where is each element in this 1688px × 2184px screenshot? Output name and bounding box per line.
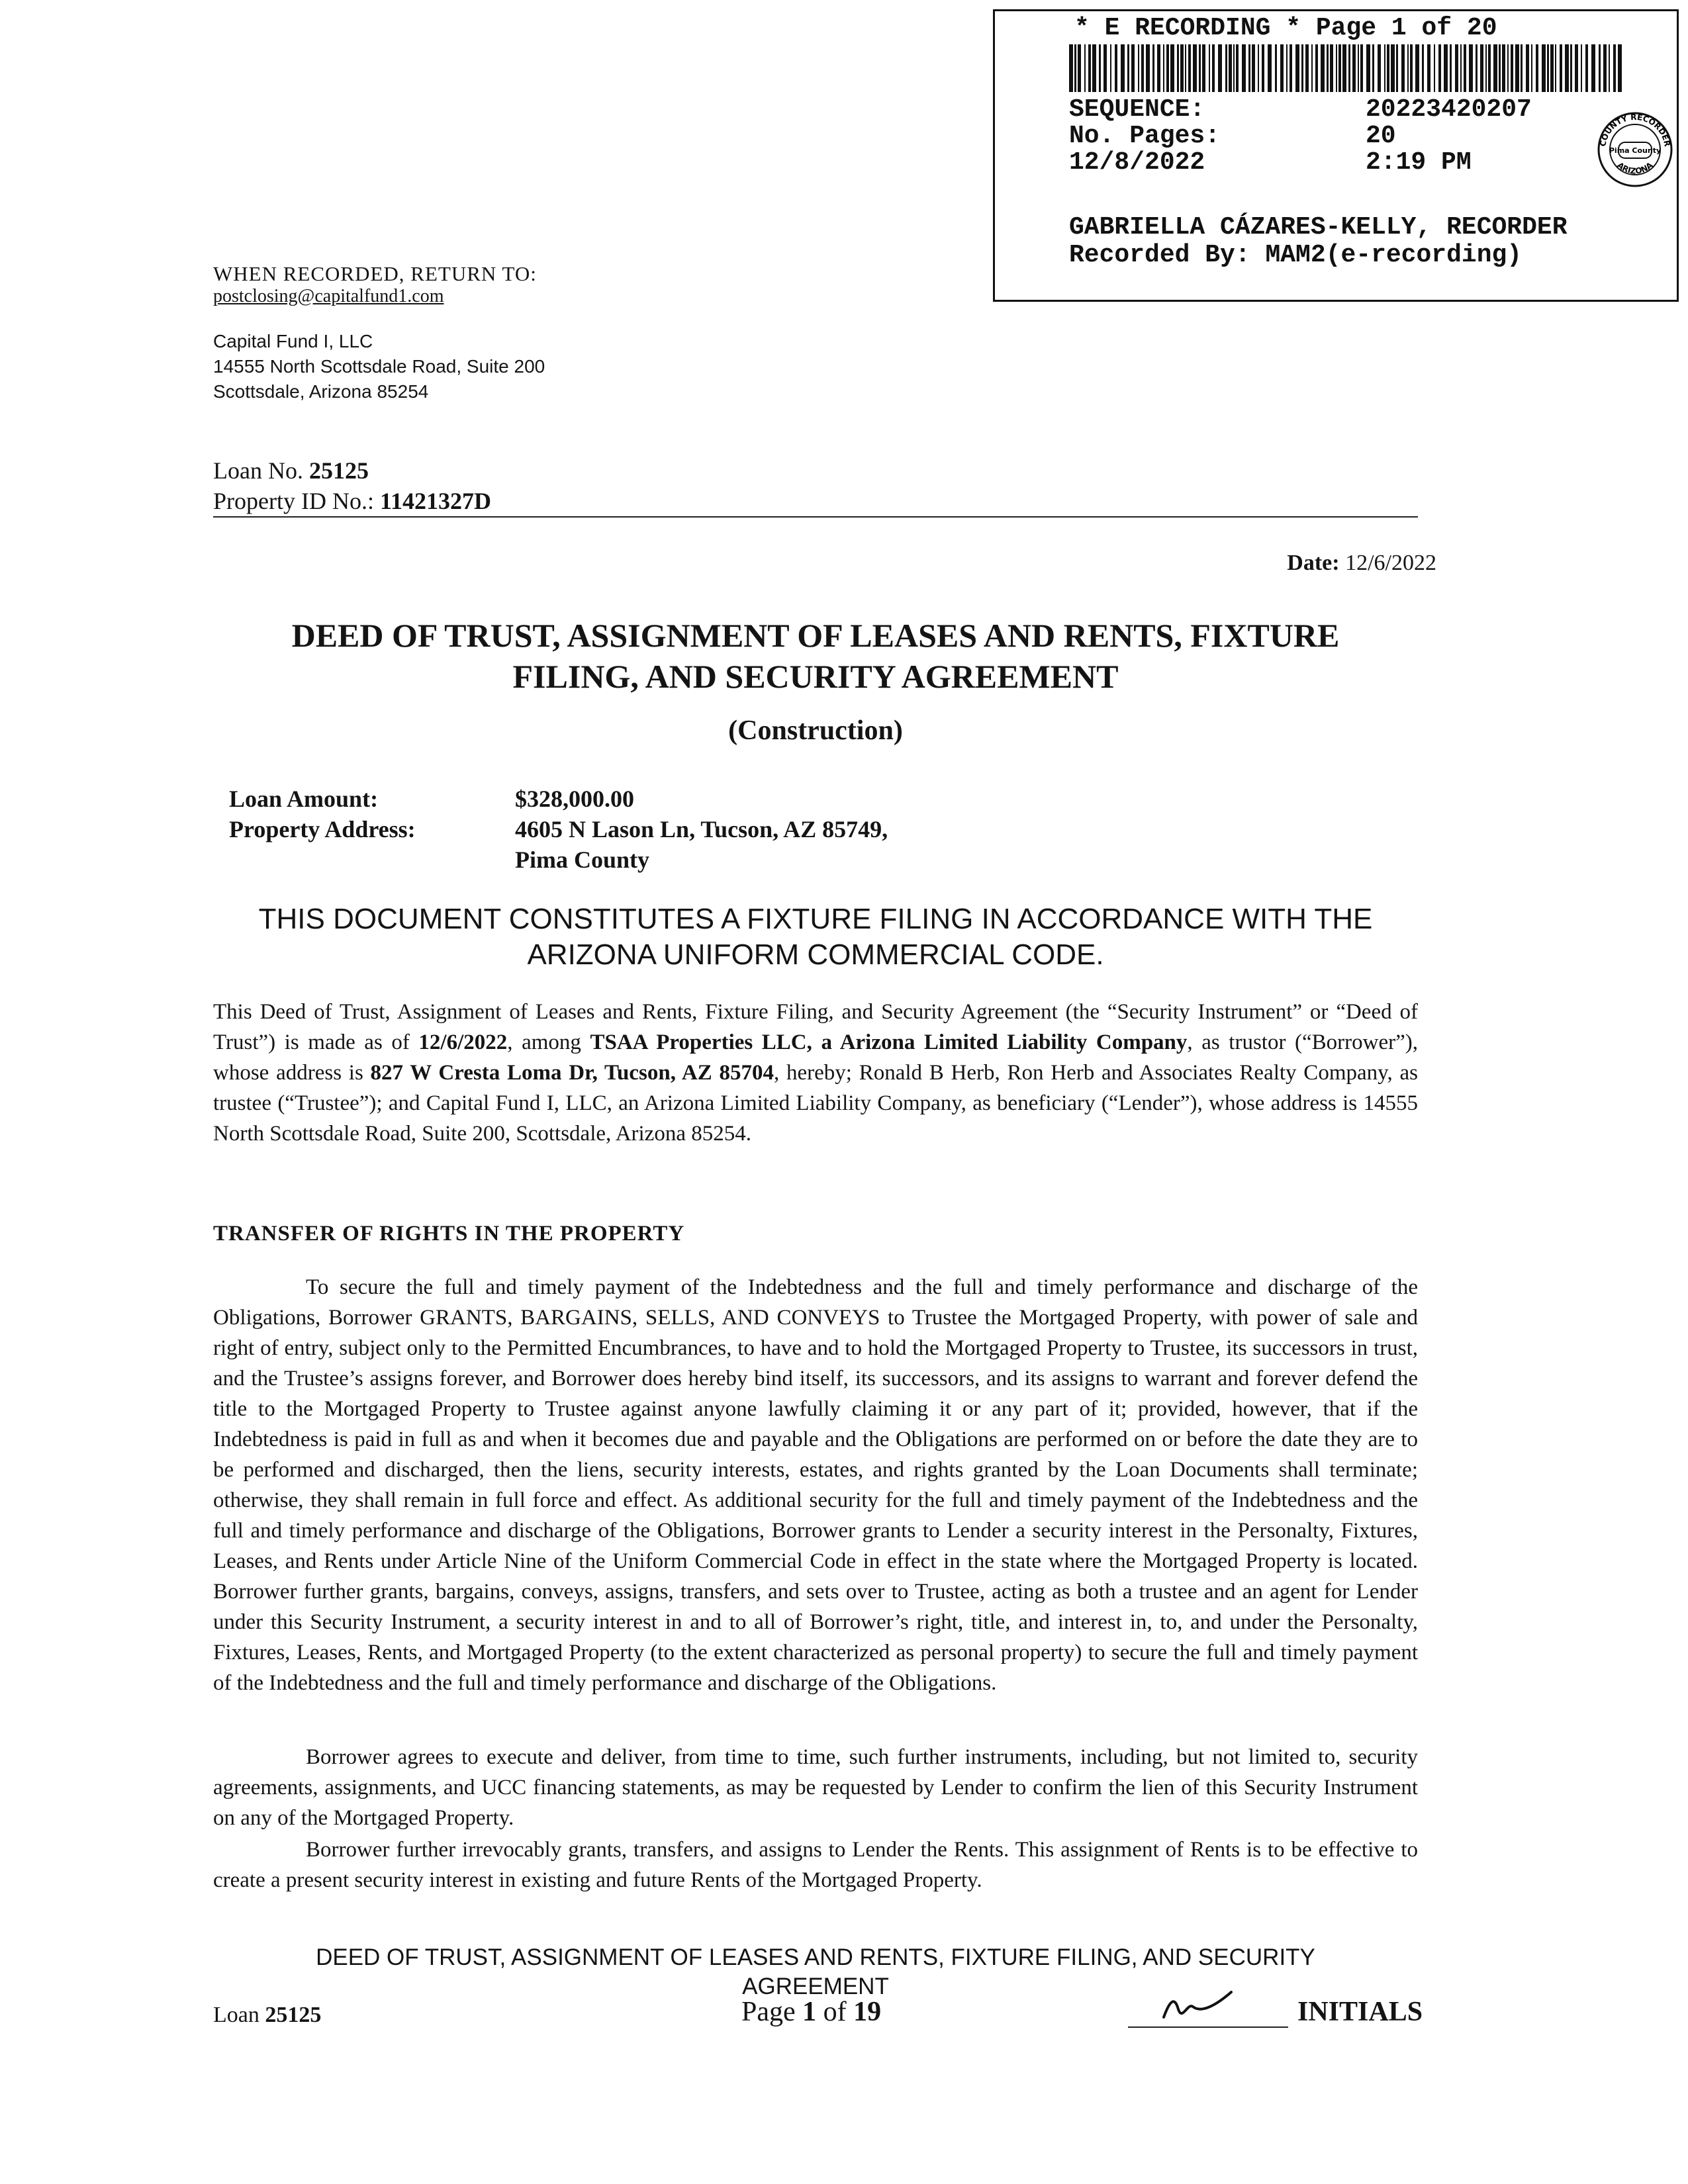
footer-loan (213, 2003, 321, 2028)
seal-text-bottom: ARIZONA (1615, 160, 1655, 176)
intro-text-1: This Deed of Trust, Assignment of Leases and Rents, Fixture Filing, and Security Agreement (the “Security Instrument” or “Deed of Trust”) is made as of (213, 1000, 1418, 1054)
barcode-bar (1480, 44, 1483, 92)
barcode-bar (1170, 44, 1174, 92)
barcode-bar (1515, 44, 1519, 92)
recording-time: 2:19 PM (1366, 148, 1472, 177)
barcode-bar (1613, 44, 1616, 92)
barcode-bar (1547, 44, 1549, 92)
barcode-bar (1391, 44, 1395, 92)
barcode-bar (1202, 44, 1205, 92)
barcode-bar (1199, 44, 1201, 92)
property-id: 11421327D (379, 488, 491, 514)
seal-text-center: Pima County (1609, 146, 1662, 155)
barcode-bar (1599, 44, 1601, 92)
pages-value: 20 (1366, 122, 1396, 150)
barcode-bar (1289, 44, 1292, 92)
barcode-bar (1088, 44, 1091, 92)
barcode-bar (1378, 44, 1381, 92)
barcode-bar (1131, 44, 1135, 92)
document-subtitle: (Construction) (728, 715, 903, 746)
intro-borrower: TSAA Properties LLC, a Arizona Limited Liability Company (590, 1030, 1188, 1054)
barcode-bar (1507, 44, 1509, 92)
loan-number: 25125 (308, 457, 369, 484)
section-heading: TRANSFER OF RIGHTS IN THE PROPERTY (213, 1222, 685, 1246)
return-address-line-1: Capital Fund I, LLC (213, 331, 373, 351)
barcode-bar (1336, 44, 1337, 92)
county-recorder-seal (1596, 111, 1674, 189)
fixture-notice-line-1: THIS DOCUMENT CONSTITUTES A FIXTURE FILING IN ACCORDANCE WITH THE (258, 903, 1373, 935)
barcode-bar (1485, 44, 1487, 92)
svg-text:ARIZONA (1615, 160, 1655, 176)
barcode-bar (1415, 44, 1419, 92)
barcode-bar (1327, 44, 1329, 92)
barcode-bar (1152, 44, 1154, 92)
document-date (1287, 551, 1436, 576)
barcode-bar (1115, 44, 1117, 92)
barcode-bar (1229, 44, 1232, 92)
barcode-bar (1099, 44, 1101, 92)
barcode-bar (1348, 44, 1350, 92)
barcode-bar (1536, 44, 1538, 92)
barcode-bar (1248, 44, 1250, 92)
barcode-bar (1252, 44, 1255, 92)
initials-line (1128, 2026, 1288, 2028)
page-indicator (741, 1996, 881, 2028)
footer-loan-label: Loan (213, 2003, 265, 2027)
date-label: Date: (1287, 551, 1340, 575)
barcode-bar (1493, 44, 1497, 92)
section-paragraph-2: Borrower agrees to execute and deliver, from time to time, such further instruments, including, but not limited to, security agreements, assignments, and UCC financing statements, as may be requested by Lender to confirm the lien of this Security Instrument on any of the Mortgaged Property. (213, 1745, 1418, 1830)
document-title-line-1: DEED OF TRUST, ASSIGNMENT OF LEASES AND RENTS, FIXTURE (291, 617, 1340, 654)
document-title-line-2: FILING, AND SECURITY AGREEMENT (512, 658, 1119, 695)
barcode-bar (1570, 44, 1572, 92)
recorded-by: Recorded By: MAM2(e-recording) (1069, 241, 1523, 269)
barcode-bar (1166, 44, 1169, 92)
barcode-bar (1092, 44, 1096, 92)
barcode-bar (1127, 44, 1129, 92)
barcode-bar (1526, 44, 1529, 92)
return-to-heading: WHEN RECORDED, RETURN TO: (213, 262, 537, 285)
barcode-bar (1575, 44, 1578, 92)
barcode-bar (1286, 44, 1288, 92)
intro-paragraph (213, 997, 1418, 1149)
section-paragraph-1: To secure the full and timely payment of the Indebtedness and the full and timely performance and discharge of the Obligations, Borrower GRANTS, BARGAINS, SELLS, AND CONVEYS to Trustee the Mortgaged Property, with power of sale and right of entry, subject only to the Permitted Encumbrances, to have and to hold the Mortgaged Property to Trustee, its successors in trust, and the Trustee’s assigns forever, and Borrower does hereby bind itself, its successors, and its assigns to warrant and forever defend the title to the Mortgaged Property to Trustee against anyone lawfully claiming it or any part of it; provided, however, that if the Indebtedness is paid in full as and when it becomes due and payable and the Obligations are performed on or before the date they are to be performed and discharged, then the liens, security interests, estates, and rights granted by the Loan Documents shall terminate; otherwise, they shall remain in full force and effect. As additional security for the full and timely payment of the Indebtedness and the full and timely performance and discharge of the Obligations, Borrower grants to Lender a security interest in the Personalty, Fixtures, Leases, and Rents under Article Nine of the Uniform Commercial Code in effect in the state where the Mortgaged Property is located. Borrower further grants, bargains, conveys, assigns, transfers, and sets over to Trustee, acting as both a trustee and an agent for Lender under this Security Instrument, a security interest in and to all of Borrower’s right, title, and interest in, to, and under the Personalty, Fixtures, Leases, Rents, and Mortgaged Property (to the extent characterized as personal property) to secure the full and timely payment of the Indebtedness and the full and timely performance and discharge of the Obligations. (213, 1275, 1418, 1695)
barcode-bar (1218, 44, 1222, 92)
barcode-bar (1141, 44, 1144, 92)
barcode-bar (1502, 44, 1505, 92)
barcode-bar (1311, 44, 1313, 92)
barcode-bar (1460, 44, 1462, 92)
footer-title-line-1: DEED OF TRUST, ASSIGNMENT OF LEASES AND RENTS, FIXTURE FILING, AND SECURITY (316, 1944, 1315, 1970)
intro-text-3: , as trustor (“Borrower”), whose address is (213, 1030, 1418, 1085)
loan-number-line (213, 457, 369, 484)
barcode-bar (1531, 44, 1532, 92)
footer-loan-number: 25125 (265, 2003, 322, 2027)
barcode-bar (1366, 44, 1370, 92)
barcode-bar (1427, 44, 1430, 92)
barcode-bar (1305, 44, 1309, 92)
barcode-bar (1242, 44, 1246, 92)
barcode-bar (1352, 44, 1356, 92)
sequence-value: 20223420207 (1366, 95, 1532, 124)
property-address-line-1: 4605 N Lason Ln, Tucson, AZ 85749, (515, 816, 888, 842)
loan-amount-label: Loan Amount: (229, 786, 379, 812)
barcode-bar (1384, 44, 1385, 92)
barcode-bar (1209, 44, 1210, 92)
barcode-bar (1275, 44, 1277, 92)
property-id-line (213, 487, 491, 515)
barcode-bar (1103, 44, 1107, 92)
sequence-label: SEQUENCE: (1069, 95, 1205, 124)
barcode-bar (1180, 44, 1184, 92)
barcode-bar (1550, 44, 1554, 92)
initials-signature (1152, 1983, 1258, 2025)
barcode-bar (1074, 44, 1076, 92)
property-address-label: Property Address: (229, 816, 416, 842)
barcode-bar (1434, 44, 1435, 92)
barcode-bar (1585, 44, 1588, 92)
barcode-bar (1330, 44, 1333, 92)
barcode-bar (1084, 44, 1086, 92)
barcode-bar (1236, 44, 1239, 92)
barcode-bar (1603, 44, 1607, 92)
barcode-bar (1555, 44, 1556, 92)
property-address-line-2: Pima County (515, 846, 650, 873)
page-of: of (816, 1997, 854, 2027)
barcode-bar (1258, 44, 1259, 92)
barcode-bar (1163, 44, 1164, 92)
barcode-bar (1193, 44, 1197, 92)
barcode (1069, 44, 1625, 92)
barcode-bar (1476, 44, 1477, 92)
barcode-bar (1438, 44, 1441, 92)
initials-label: INITIALS (1297, 1997, 1423, 2027)
barcode-bar (1157, 44, 1160, 92)
barcode-bar (1444, 44, 1448, 92)
barcode-bar (1225, 44, 1227, 92)
intro-date: 12/6/2022 (418, 1030, 508, 1054)
pages-label: No. Pages: (1069, 122, 1221, 150)
fixture-notice-line-2: ARIZONA UNIFORM COMMERCIAL CODE. (527, 938, 1104, 971)
date-value: 12/6/2022 (1345, 551, 1436, 575)
barcode-bar (1542, 44, 1546, 92)
barcode-bar (1301, 44, 1303, 92)
barcode-bar (1233, 44, 1235, 92)
intro-text-4: , hereby; Ronald B Herb, Ron Herb and Associates Realty Company, as trustee (“Trustee”); and Capital Fund I, LLC, an Arizona Limited Liability Company, as beneficiary (“Lender”), whose address is 14555 North Scottsdale Road, Suite 200, Scottsdale, Arizona 85254. (213, 1061, 1418, 1146)
barcode-bar (1469, 44, 1473, 92)
page-total: 19 (853, 1997, 882, 2027)
barcode-bar (1188, 44, 1191, 92)
barcode-bar (1078, 44, 1081, 92)
barcode-bar (1618, 44, 1622, 92)
loan-number-label: Loan No. (213, 457, 309, 484)
barcode-bar (1280, 44, 1284, 92)
intro-borrower-address: 827 W Cresta Loma Dr, Tucson, AZ 85704 (370, 1061, 774, 1085)
section-paragraph-3: Borrower further irrevocably grants, transfers, and assigns to Lender the Rents. This assignment of Rents is to be effective to create a present security interest in existing and future Rents of the Mortgaged Property. (213, 1838, 1418, 1892)
barcode-bar (1146, 44, 1150, 92)
barcode-bar (1450, 44, 1452, 92)
barcode-bar (1321, 44, 1325, 92)
barcode-bar (1069, 44, 1073, 92)
barcode-bar (1401, 44, 1405, 92)
barcode-bar (1185, 44, 1186, 92)
barcode-bar (1565, 44, 1569, 92)
barcode-bar (1110, 44, 1111, 92)
page-prefix: Page (741, 1997, 803, 2027)
barcode-bar (1521, 44, 1523, 92)
barcode-bar (1410, 44, 1413, 92)
intro-text-2: , among (507, 1030, 590, 1054)
barcode-bar (1121, 44, 1125, 92)
recording-header: * E RECORDING * Page 1 of 20 (1074, 14, 1497, 42)
barcode-bar (1511, 44, 1513, 92)
property-id-label: Property ID No.: (213, 488, 380, 514)
barcode-bar (1268, 44, 1272, 92)
barcode-bar (1212, 44, 1215, 92)
barcode-bar (1358, 44, 1359, 92)
barcode-bar (1387, 44, 1389, 92)
barcode-bar (1581, 44, 1582, 92)
return-address-line-3: Scottsdale, Arizona 85254 (213, 381, 429, 402)
barcode-bar (1591, 44, 1595, 92)
barcode-bar (1422, 44, 1424, 92)
barcode-bar (1315, 44, 1318, 92)
barcode-bar (1295, 44, 1299, 92)
recorder-name: GABRIELLA CÁZARES-KELLY, RECORDER (1069, 213, 1568, 242)
barcode-bar (1499, 44, 1501, 92)
barcode-bar (1396, 44, 1398, 92)
barcode-bar (1407, 44, 1409, 92)
page-number: 1 (802, 1997, 817, 2027)
footer-title-line-2: AGREEMENT (742, 1974, 889, 1999)
return-address-line-2: 14555 North Scottsdale Road, Suite 200 (213, 356, 545, 377)
barcode-bar (1609, 44, 1610, 92)
barcode-bar (1138, 44, 1139, 92)
fixture-filing-notice (213, 901, 1418, 973)
barcode-bar (1177, 44, 1179, 92)
header-rule (213, 516, 1418, 518)
barcode-bar (1455, 44, 1458, 92)
barcode-bar (1360, 44, 1363, 92)
loan-amount: $328,000.00 (515, 786, 634, 812)
barcode-bar (1338, 44, 1341, 92)
barcode-bar (1372, 44, 1374, 92)
recording-stamp (993, 9, 1679, 302)
recording-date: 12/8/2022 (1069, 148, 1205, 177)
barcode-bar (1560, 44, 1562, 92)
return-email[interactable]: postclosing@capitalfund1.com (213, 286, 444, 306)
barcode-bar (1464, 44, 1466, 92)
barcode-bar (1488, 44, 1491, 92)
barcode-bar (1342, 44, 1346, 92)
seal-text-top: COUNTY RECORDER (1598, 112, 1672, 148)
barcode-bar (1262, 44, 1264, 92)
